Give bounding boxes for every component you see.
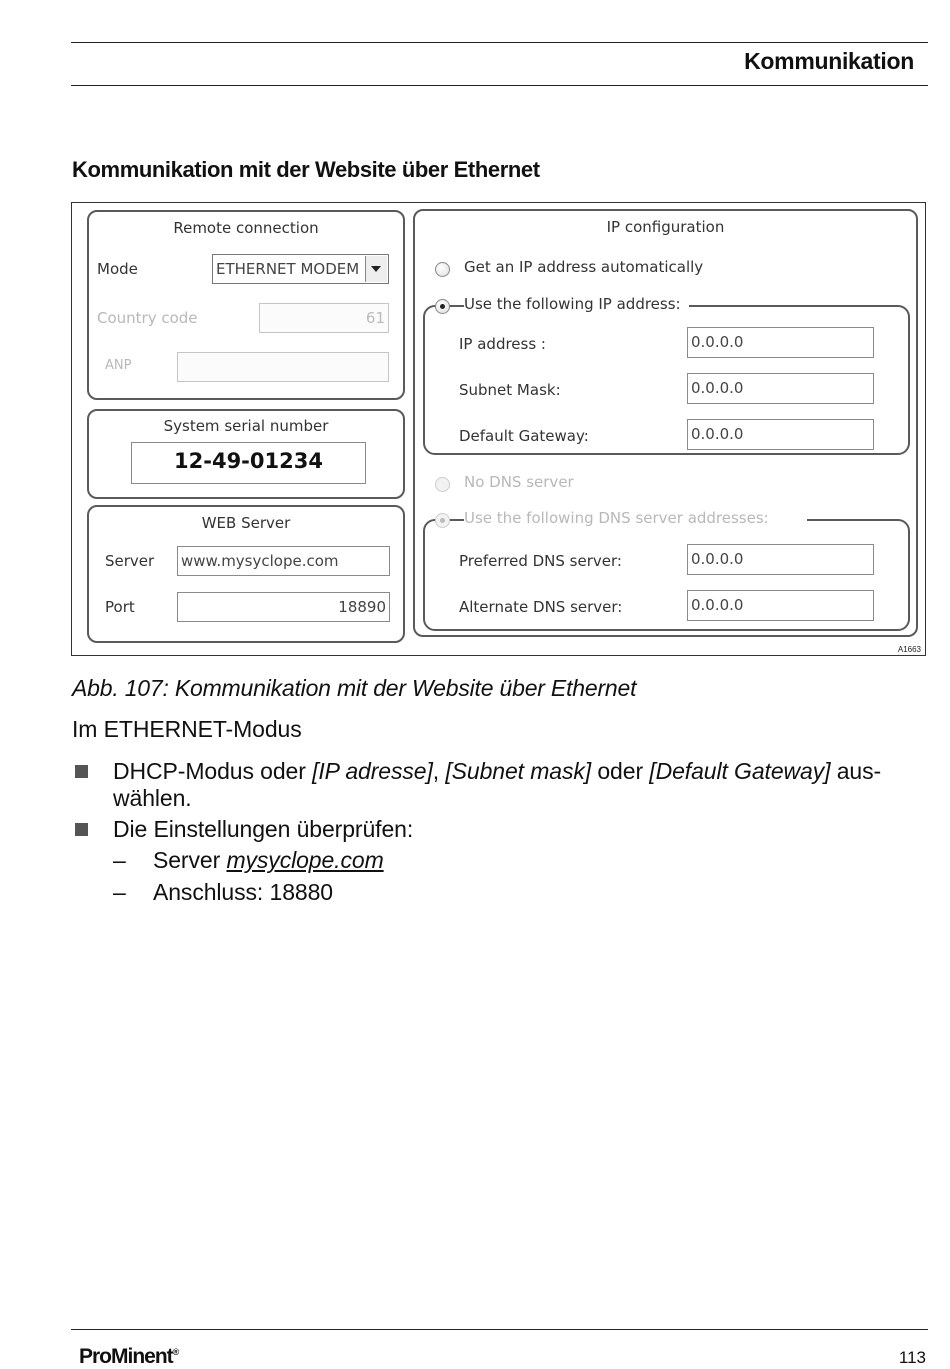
logo-pro: Pro bbox=[79, 1345, 112, 1368]
section-title: Kommunikation mit der Website über Ethernet bbox=[72, 157, 540, 182]
bullet-dhcp bbox=[113, 758, 881, 785]
alternate-dns-label: Alternate DNS server: bbox=[459, 598, 623, 616]
serial-number-panel bbox=[87, 409, 405, 499]
page-number: 113 bbox=[898, 1348, 926, 1367]
dns-manual-label: Use the following DNS server addresses: bbox=[464, 509, 807, 527]
header-top-rule bbox=[71, 42, 928, 43]
intro-text: Im ETHERNET-Modus bbox=[72, 716, 302, 742]
sub-item-server-label: Server bbox=[153, 847, 227, 873]
header-bottom-rule bbox=[71, 85, 928, 86]
bullet-square bbox=[75, 765, 88, 778]
no-dns-radio[interactable] bbox=[435, 477, 450, 492]
ip-auto-radio[interactable] bbox=[435, 262, 450, 277]
logo-minent: Minent bbox=[111, 1345, 173, 1368]
dash-1: – bbox=[113, 847, 126, 873]
port-label: Port bbox=[105, 598, 135, 616]
default-gateway-label: Default Gateway: bbox=[459, 427, 589, 445]
anp-label: ANP bbox=[105, 358, 132, 373]
sub-item-server bbox=[153, 847, 384, 874]
logo-registered: ® bbox=[172, 1347, 179, 1357]
ip-configuration-panel bbox=[413, 209, 918, 637]
ip-manual-radio[interactable] bbox=[435, 299, 450, 314]
alternate-dns-field[interactable]: 0.0.0.0 bbox=[687, 590, 874, 621]
bullet-check-settings: Die Einstellungen überprüfen: bbox=[113, 816, 414, 842]
bullet-dhcp-line2: wählen. bbox=[113, 785, 192, 811]
remote-connection-title: Remote connection bbox=[173, 219, 319, 237]
footer-rule bbox=[71, 1329, 928, 1330]
ip-auto-label: Get an IP address automatically bbox=[464, 258, 704, 276]
ip-adresse-ref: [IP adresse] bbox=[312, 758, 433, 784]
figure-screenshot bbox=[71, 202, 926, 656]
serial-number-field: 12-49-01234 bbox=[131, 442, 366, 484]
sub-item-port: Anschluss: 18880 bbox=[153, 879, 333, 905]
serial-number-title: System serial number bbox=[163, 417, 329, 435]
no-dns-label: No DNS server bbox=[464, 473, 574, 491]
country-code-label: Country code bbox=[97, 309, 198, 327]
dash-2: – bbox=[113, 879, 126, 905]
web-server-panel bbox=[87, 505, 405, 643]
subnet-mask-label: Subnet Mask: bbox=[459, 381, 561, 399]
server-field[interactable]: www.mysyclope.com bbox=[177, 546, 390, 576]
anp-field bbox=[177, 352, 389, 382]
subnet-mask-ref: [Subnet mask] bbox=[445, 758, 592, 784]
subnet-mask-field[interactable]: 0.0.0.0 bbox=[687, 373, 874, 404]
figure-id: A1663 bbox=[897, 645, 921, 654]
mode-select[interactable] bbox=[212, 254, 389, 284]
preferred-dns-label: Preferred DNS server: bbox=[459, 552, 622, 570]
default-gateway-ref: [Default Gateway] bbox=[649, 758, 831, 784]
ip-configuration-title: IP configuration bbox=[606, 218, 725, 236]
bullet-dhcp-end: aus- bbox=[830, 758, 882, 784]
mysyclope-link[interactable]: mysyclope.com bbox=[226, 847, 384, 873]
server-label: Server bbox=[105, 552, 155, 570]
default-gateway-field[interactable]: 0.0.0.0 bbox=[687, 419, 874, 450]
port-field[interactable]: 18890 bbox=[177, 592, 390, 622]
country-code-field: 61 bbox=[259, 303, 389, 333]
ip-address-field[interactable]: 0.0.0.0 bbox=[687, 327, 874, 358]
bullet-dhcp-mid: oder bbox=[591, 758, 650, 784]
running-header: Kommunikation bbox=[744, 48, 914, 74]
bullet-square bbox=[75, 823, 88, 836]
ip-manual-label: Use the following IP address: bbox=[464, 295, 689, 313]
preferred-dns-field[interactable]: 0.0.0.0 bbox=[687, 544, 874, 575]
prominent-logo bbox=[79, 1345, 178, 1369]
bullet-dhcp-sep: , bbox=[432, 758, 446, 784]
bullet-dhcp-text: DHCP-Modus oder bbox=[113, 758, 313, 784]
dns-manual-radio[interactable] bbox=[435, 513, 450, 528]
web-server-title: WEB Server bbox=[201, 514, 291, 532]
figure-caption: Abb. 107: Kommunikation mit der Website über Ethernet bbox=[72, 675, 637, 701]
remote-connection-panel bbox=[87, 210, 405, 400]
mode-select-value: ETHERNET MODEM bbox=[216, 260, 360, 278]
chevron-down-icon[interactable] bbox=[365, 256, 387, 282]
mode-label: Mode bbox=[97, 260, 138, 278]
ip-address-label: IP address : bbox=[459, 335, 546, 353]
